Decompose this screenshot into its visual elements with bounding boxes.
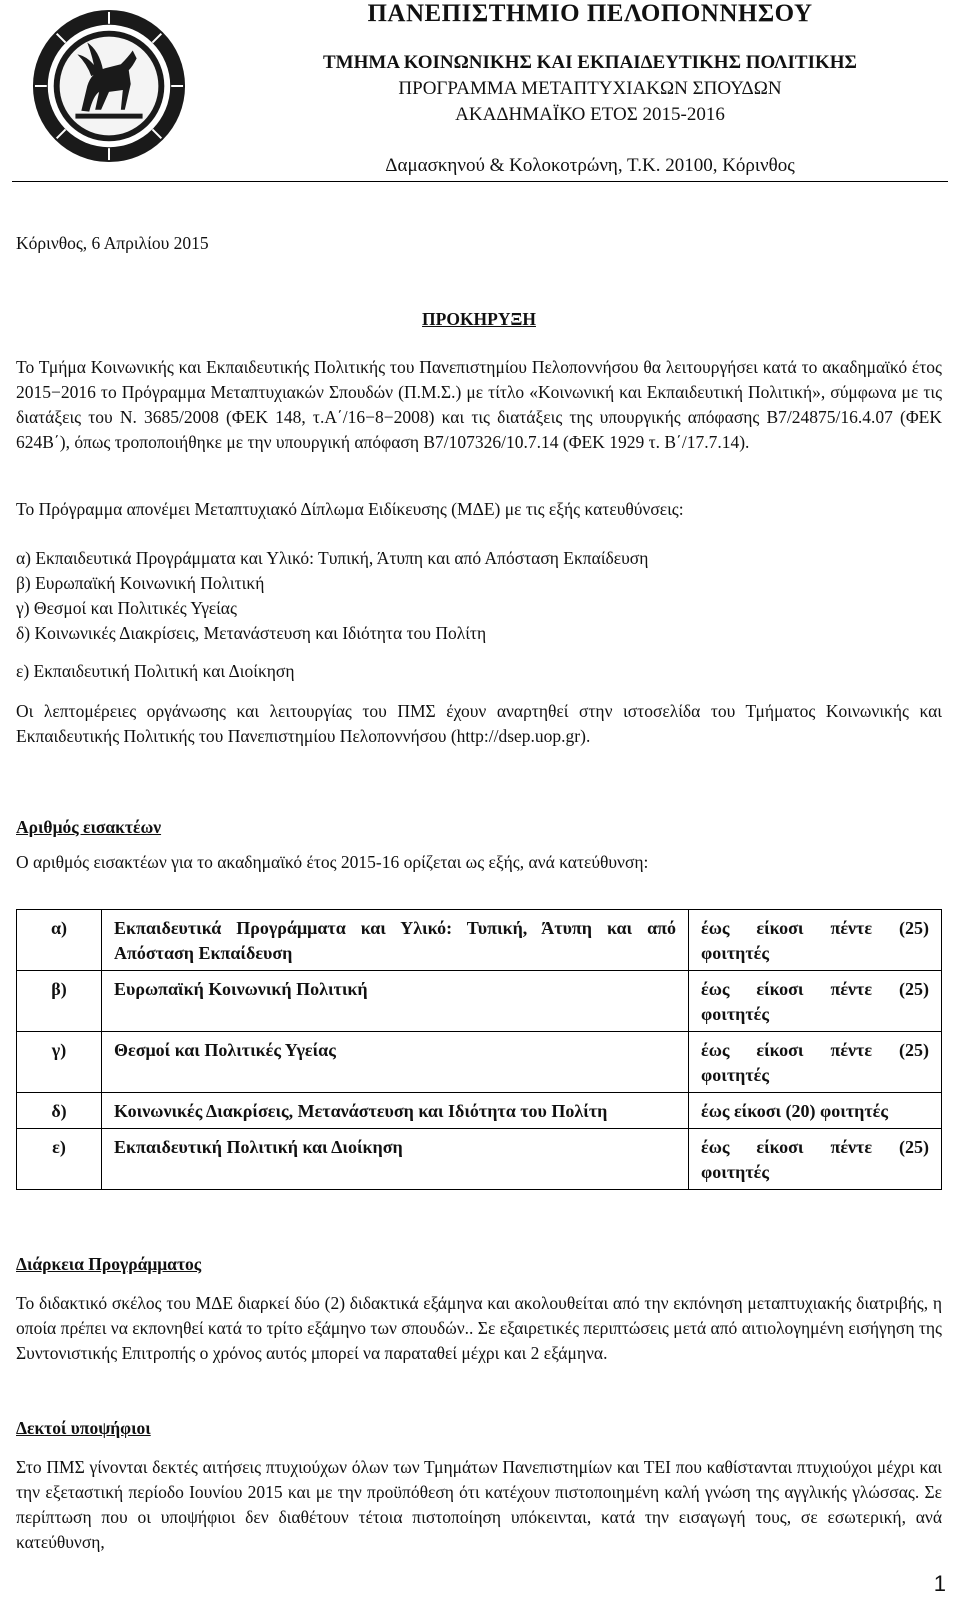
row-label: α) — [17, 910, 102, 971]
table-row — [17, 1129, 942, 1190]
row-label: β) — [17, 971, 102, 1032]
diploma-paragraph: Το Πρόγραμμα απονέμει Μεταπτυχιακό Δίπλωμα Ειδίκευσης (ΜΔΕ) με τις εξής κατευθύνσεις: — [16, 499, 684, 519]
date-line: Κόρινθος, 6 Απριλίου 2015 — [16, 233, 209, 253]
header-divider — [12, 181, 948, 182]
admissions-heading: Αριθμός εισακτέων — [16, 817, 162, 837]
row-label: ε) — [17, 1129, 102, 1190]
student-count: έως είκοσι (20) φοιτητές — [689, 1093, 942, 1129]
table-row — [17, 910, 942, 971]
student-count: έως είκοσι πέντε (25) φοιτητές — [689, 1129, 942, 1190]
admissions-intro: Ο αριθμός εισακτέων για το ακαδημαϊκό έτος 2015-16 ορίζεται ως εξής, ανά κατεύθυνση: — [16, 852, 649, 872]
academic-year: ΑΚΑΔΗΜΑΪΚΟ ΕΤΟΣ 2015-2016 — [455, 104, 725, 125]
details-paragraph: Οι λεπτομέρειες οργάνωσης και λειτουργίας του ΠΜΣ έχουν αναρτηθεί στην ιστοσελίδα του Τμήματος Κοινωνικής και Εκπαιδευτικής Πολιτικής του Πανεπιστημίου Πελοποννήσου (http://dsep.uop.gr). — [16, 701, 942, 746]
duration-paragraph: Το διδακτικό σκέλος του ΜΔΕ διαρκεί δύο (2) διδακτικά εξάμηνα και ακολουθείται από την εκπόνηση μεταπτυχιακής διατριβής, η οποία πρέπει να εκπονηθεί κατά το τρίτο εξάμηνο των σπουδών.. Σε εξαιρετικές περιπτώσεις μετά από αιτιολογημένη εισήγηση της Συντονιστικής Επιτροπής ο χρόνος αυτός μπορεί να παραταθεί μέχρι και 2 εξάμηνα. — [16, 1293, 942, 1363]
table-row — [17, 971, 942, 1032]
direction-name: Εκπαιδευτικά Προγράμματα και Υλικό: Τυπική, Άτυπη και από Απόσταση Εκπαίδευση — [102, 910, 689, 971]
direction-name: Εκπαιδευτική Πολιτική και Διοίκηση — [102, 1129, 689, 1190]
program-name: ΠΡΟΓΡΑΜΜΑ ΜΕΤΑΠΤΥΧΙΑΚΩΝ ΣΠΟΥΔΩΝ — [398, 78, 782, 99]
candidates-paragraph: Στο ΠΜΣ γίνονται δεκτές αιτήσεις πτυχιούχων όλων των Τμημάτων Πανεπιστημίων και ΤΕΙ που καθίστανται πτυχιούχοι μέχρι και την εξεταστική περίοδο Ιουνίου 2015 και με την προϋπόθεση ότι κατέχουν πιστοποιημένη καλή γνώση της αγγλικής γλώσσας. Σε περίπτωση που οι υποψήφιοι δεν διαθέτουν τέτοια πιστοποίηση υπόκεινται, κατά την εισαγωγή τους, σε εσωτερική, ανά κατεύθυνση, — [16, 1457, 942, 1552]
document-title: ΠΡΟΚΗΡΥΞΗ — [422, 309, 536, 329]
candidates-heading: Δεκτοί υποψήφιοι — [16, 1418, 151, 1438]
page-number: 1 — [933, 1571, 946, 1596]
duration-heading: Διάρκεια Προγράμματος — [16, 1254, 202, 1274]
university-seal-logo — [30, 6, 188, 166]
admissions-table — [16, 909, 942, 1190]
row-label: γ) — [17, 1032, 102, 1093]
direction-name: Θεσμοί και Πολιτικές Υγείας — [102, 1032, 689, 1093]
university-name: ΠΑΝΕΠΙΣΤΗΜΙΟ ΠΕΛΟΠΟΝΝΗΣΟΥ — [367, 0, 813, 27]
address-line: Δαμασκηνού & Κολοκοτρώνη, Τ.Κ. 20100, Κόρινθος — [385, 155, 795, 176]
department-name: ΤΜΗΜΑ ΚΟΙΝΩΝΙΚΗΣ ΚΑΙ ΕΚΠΑΙΔΕΥΤΙΚΗΣ ΠΟΛΙΤΙΚΗΣ — [323, 52, 857, 73]
student-count: έως είκοσι πέντε (25) φοιτητές — [689, 971, 942, 1032]
direction-item: β) Ευρωπαϊκή Κοινωνική Πολιτική — [16, 573, 265, 593]
direction-name: Ευρωπαϊκή Κοινωνική Πολιτική — [102, 971, 689, 1032]
direction-name: Κοινωνικές Διακρίσεις, Μετανάστευση και Ιδιότητα του Πολίτη — [102, 1093, 689, 1129]
direction-item: ε) Εκπαιδευτική Πολιτική και Διοίκηση — [16, 661, 295, 681]
row-label: δ) — [17, 1093, 102, 1129]
direction-item: α) Εκπαιδευτικά Προγράμματα και Υλικό: Τυπική, Άτυπη και από Απόσταση Εκπαίδευση — [16, 548, 649, 568]
table-row — [17, 1093, 942, 1129]
intro-paragraph: Το Τμήμα Κοινωνικής και Εκπαιδευτικής Πολιτικής του Πανεπιστημίου Πελοποννήσου θα λειτουργήσει κατά το ακαδημαϊκό έτος 2015−2016 το Πρόγραμμα Μεταπτυχιακών Σπουδών (Π.Μ.Σ.) με τίτλο «Κοινωνική και Εκπαιδευτική Πολιτική», σύμφωνα με τις διατάξεις του Ν. 3685/2008 (ΦΕΚ 148, τ.Α΄/16−8−2008) και τις διατάξεις της υπουργικής απόφασης Β7/24875/16.4.07 (ΦΕΚ 624Β΄), όπως τροποποιήθηκε με την υπουργική απόφαση Β7/107326/10.7.14 (ΦΕΚ 1929 τ. Β΄/17.7.14). — [16, 357, 942, 452]
student-count: έως είκοσι πέντε (25) φοιτητές — [689, 1032, 942, 1093]
direction-item: γ) Θεσμοί και Πολιτικές Υγείας — [16, 598, 237, 618]
direction-item: δ) Κοινωνικές Διακρίσεις, Μετανάστευση και Ιδιότητα του Πολίτη — [16, 623, 487, 643]
table-row — [17, 1032, 942, 1093]
student-count: έως είκοσι πέντε (25) φοιτητές — [689, 910, 942, 971]
